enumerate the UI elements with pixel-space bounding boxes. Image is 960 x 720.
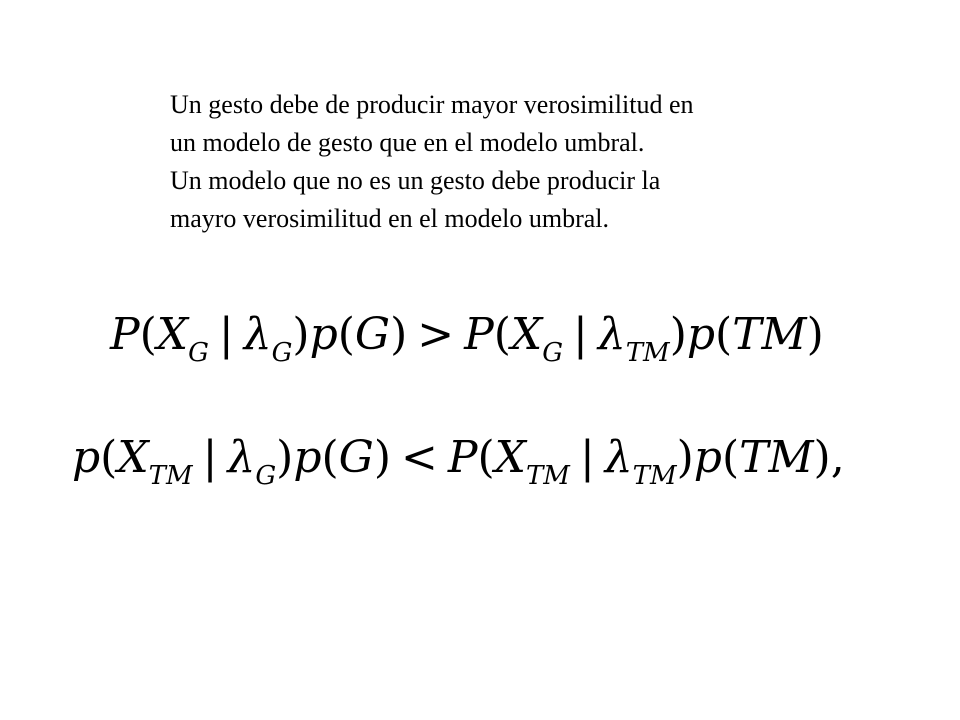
eq2-rhs-prior-p: p [693,432,722,483]
eq1-rhs-lambda-sub: TM [625,338,670,368]
description-text [170,86,870,238]
eq2-trailing: , [830,432,845,483]
eq1-lhs-x-sub: G [188,338,209,368]
equation-nongesture-condition: $p(X_{TM}$ | $\lambda_G)p(G) < P(X_{TM}$ | $\lambda_{TM})p(TM)$, [72,432,845,491]
eq1-lhs-p: P [110,309,140,360]
text-line-4: mayro verosimilitud en el modelo umbral. [170,204,610,233]
eq1-rhs-prior-arg: TM [732,309,807,360]
eq2-rhs-lambda-sub: TM [632,461,677,491]
eq2-lhs-prior-p: p [293,432,322,483]
text-line-1: Un gesto debe de producir mayor verosimilitud en [170,90,694,119]
text-line-2: un modelo de gesto que en el modelo umbral. [170,128,645,157]
eq2-rhs-prior-arg: TM [739,432,814,483]
eq2-rhs-p: P [447,432,478,483]
eq1-lhs-x: X [156,309,189,360]
eq1-rhs-p: P [464,309,494,360]
eq1-lhs-prior-p: p [309,309,338,360]
eq1-lhs-prior-arg: G [354,309,391,360]
eq2-lhs-p: p [72,432,101,483]
eq2-lhs-prior-arg: G [338,432,374,483]
text-line-3: Un modelo que no es un gesto debe producir la [170,166,661,195]
eq2-lhs-x-sub: TM [148,461,193,491]
eq2-lhs-x: X [117,432,149,483]
eq2-relation: < [400,432,438,483]
eq1-relation: > [417,309,455,360]
eq2-rhs-x-sub: TM [525,461,570,491]
eq2-lhs-lambda-sub: G [255,461,277,491]
eq2-rhs-x: X [494,432,526,483]
eq1-rhs-x-sub: G [542,338,563,368]
eq1-rhs-x: X [510,309,543,360]
equation-gesture-condition: $P(X_G$ | $\lambda_G)p(G) > P(X_G$ | $\lambda_{TM})p(TM)$ [110,309,824,368]
eq1-rhs-prior-p: p [686,309,716,360]
eq1-lhs-lambda-sub: G [271,338,293,368]
